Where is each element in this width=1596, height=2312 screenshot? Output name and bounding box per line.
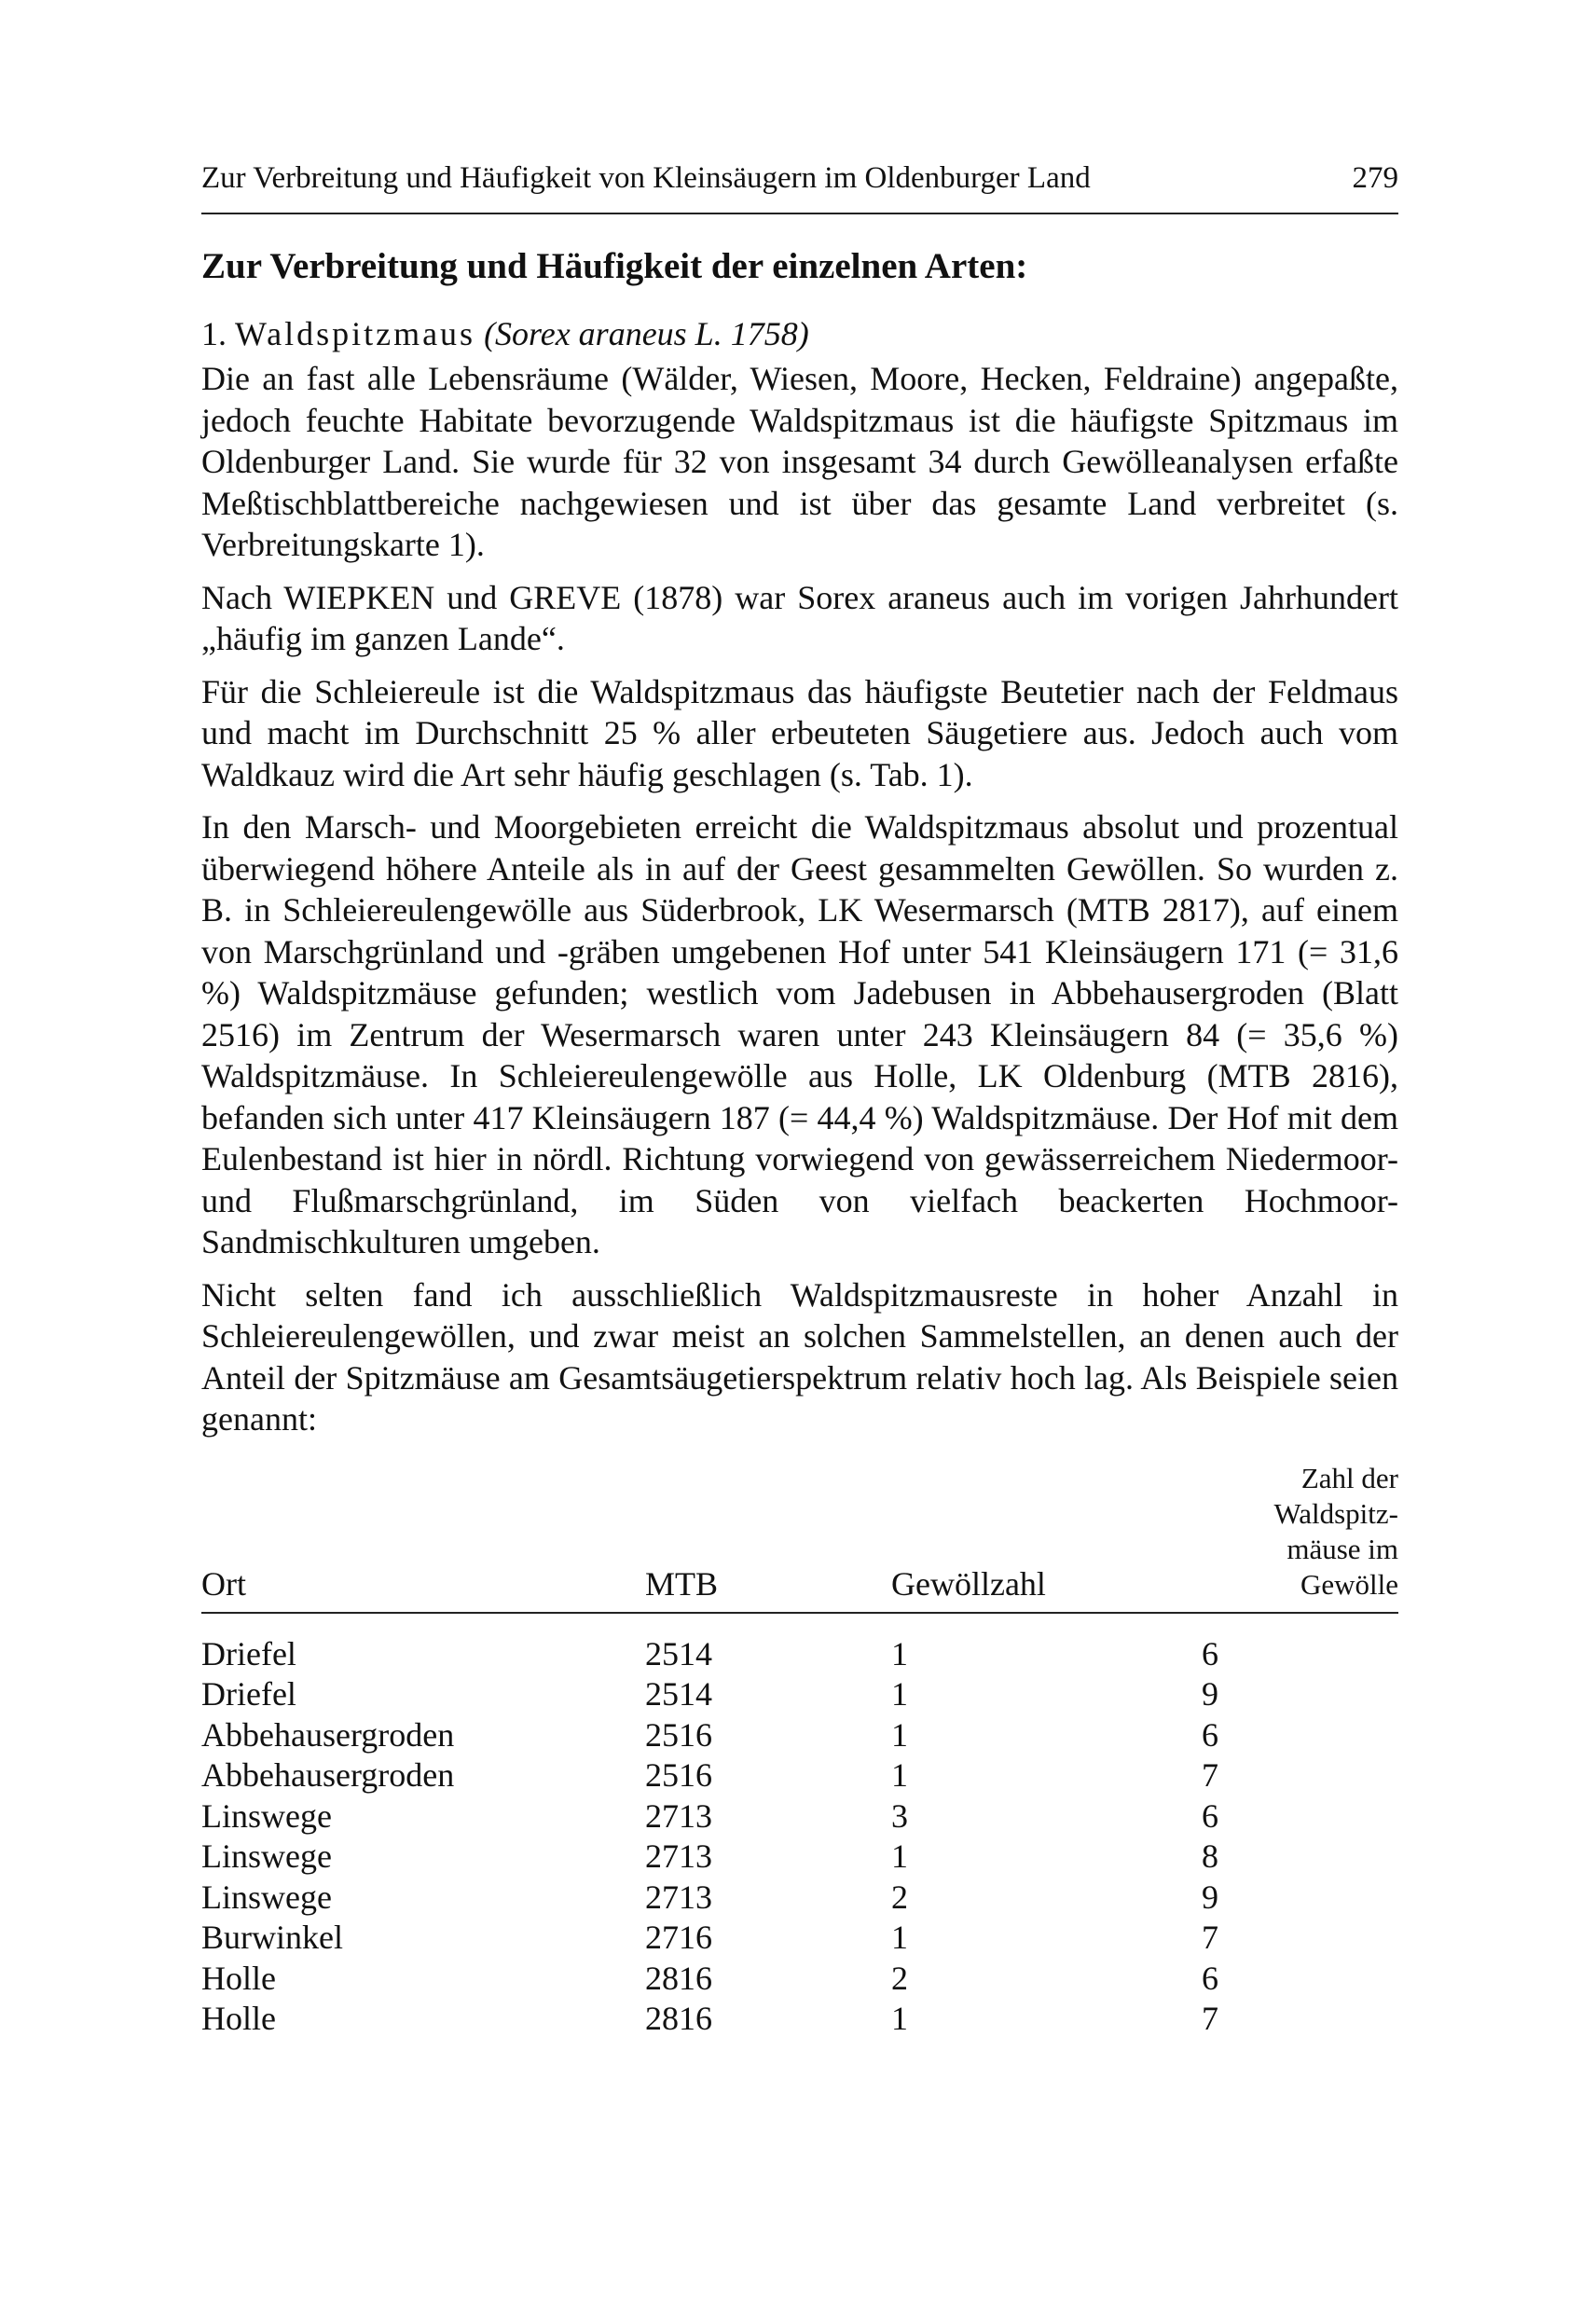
cell-mtb: 2816 xyxy=(645,2000,712,2037)
cell-gewoellzahl: 1 xyxy=(891,1837,908,1875)
cell-ort: Linswege xyxy=(201,1837,332,1875)
section-heading: Zur Verbreitung und Häufigkeit der einzelnen Arten: xyxy=(201,246,1028,286)
cell-mtb: 2514 xyxy=(645,1675,712,1713)
paragraph-prey: Für die Schleiereule ist die Waldspitzmaus das häufigste Beutetier nach der Feldmaus und macht im Durchschnitt 25 % aller erbeuteten Säugetiere aus. Jedoch auch vom Waldkauz wird die Art sehr häufig geschlagen (s. Tab. 1). xyxy=(201,672,1398,793)
cell-mtb: 2516 xyxy=(645,1756,712,1794)
cell-zahl: 6 xyxy=(1202,1959,1218,1997)
column-header-zahl-line2: mäuse im Gewölle xyxy=(1286,1532,1398,1601)
table-header xyxy=(201,1461,1398,1614)
column-header-ort: Ort xyxy=(201,1564,246,1603)
cell-gewoellzahl: 1 xyxy=(891,1756,908,1794)
cell-zahl: 6 xyxy=(1202,1715,1218,1754)
cell-zahl: 7 xyxy=(1202,2000,1218,2037)
data-table xyxy=(201,1461,1398,2040)
table-row xyxy=(201,1715,1398,1756)
cell-zahl: 9 xyxy=(1202,1878,1218,1916)
cell-ort: Driefel xyxy=(201,1675,296,1713)
cell-zahl: 8 xyxy=(1202,1837,1218,1875)
cell-gewoellzahl: 2 xyxy=(891,1878,908,1916)
cell-mtb: 2716 xyxy=(645,1919,712,1956)
column-header-gewoellzahl: Gewöllzahl xyxy=(891,1564,1046,1603)
cell-zahl: 7 xyxy=(1202,1919,1218,1956)
table-row xyxy=(201,1634,1398,1675)
page-number: 279 xyxy=(1352,161,1398,195)
cell-zahl: 6 xyxy=(1202,1634,1218,1672)
cell-gewoellzahl: 1 xyxy=(891,1715,908,1754)
cell-zahl: 9 xyxy=(1202,1675,1218,1713)
cell-ort: Linswege xyxy=(201,1878,332,1916)
cell-ort: Abbehausergroden xyxy=(201,1756,455,1794)
column-header-zahl xyxy=(1202,1461,1398,1603)
cell-mtb: 2713 xyxy=(645,1796,712,1835)
paragraph-habitat: Die an fast alle Lebensräume (Wälder, Wiesen, Moore, Hecken, Feldraine) angepaßte, jedoch feuchte Habitate bevorzugende Waldspitzmaus ist die häufigste Spitzmaus im Oldenburger Land. Sie wurde für 32 von insgesamt 34 durch Gewölleanalysen erfaßte Meßtischblattbereiche nachgewiesen und ist über das gesamte Land verbreitet (s. Verbreitungskarte 1). xyxy=(201,360,1398,563)
cell-ort: Linswege xyxy=(201,1796,332,1835)
cell-gewoellzahl: 1 xyxy=(891,1919,908,1956)
running-header xyxy=(201,158,1398,214)
cell-gewoellzahl: 1 xyxy=(891,1634,908,1672)
table-row xyxy=(201,1796,1398,1837)
table-row xyxy=(201,1959,1398,2000)
table-row xyxy=(201,1837,1398,1878)
cell-gewoellzahl: 2 xyxy=(891,1959,908,1997)
column-header-zahl-line1: Zahl der Waldspitz- xyxy=(1273,1461,1398,1530)
table-row xyxy=(201,1755,1398,1796)
cell-zahl: 7 xyxy=(1202,1756,1218,1794)
table-row xyxy=(201,1674,1398,1715)
cell-mtb: 2816 xyxy=(645,1959,712,1997)
column-header-mtb: MTB xyxy=(645,1564,719,1603)
table-row xyxy=(201,1999,1398,2040)
cell-ort: Holle xyxy=(201,1959,276,1997)
table-row xyxy=(201,1918,1398,1959)
table-row xyxy=(201,1878,1398,1919)
cell-mtb: 2713 xyxy=(645,1878,712,1916)
paragraph-historical: Nach WIEPKEN und GREVE (1878) war Sorex araneus auch im vorigen Jahrhundert „häufig im ganzen Lande“. xyxy=(201,578,1398,657)
running-title: Zur Verbreitung und Häufigkeit von Kleinsäugern im Oldenburger Land xyxy=(201,161,1091,195)
paragraph-regions: In den Marsch- und Moorgebieten erreicht die Waldspitzmaus absolut und prozentual überwiegend höhere Anteile als in auf der Geest gesammelten Gewöllen. So wurden z. B. in Schleiereulengewölle aus Süderbrook, LK Wesermarsch (MTB 2817), auf einem von Marschgrünland und -gräben umgebenen Hof unter 541 Kleinsäugern 171 (= 31,6 %) Waldspitzmäuse gefunden; westlich vom Jadebusen in Abbehausergroden (Blatt 2516) im Zentrum der Wesermarsch waren unter 243 Kleinsäugern 84 (= 35,6 %) Waldspitzmäuse. In Schleiereulengewölle aus Holle, LK Oldenburg (MTB 2816), befanden sich unter 417 Kleinsäugern 187 (= 44,4 %) Waldspitzmäuse. Der Hof mit dem Eulenbestand ist hier in nördl. Richtung vorwiegend von gewässerreichem Niedermoor- und Flußmarschgrünland, im Süden von vielfach beackerten Hochmoor-Sandmischkulturen umgeben. xyxy=(201,808,1398,1260)
cell-mtb: 2514 xyxy=(645,1634,712,1672)
cell-gewoellzahl: 1 xyxy=(891,2000,908,2037)
species-heading xyxy=(201,313,1398,354)
cell-ort: Abbehausergroden xyxy=(201,1715,455,1754)
cell-zahl: 6 xyxy=(1202,1796,1218,1835)
cell-ort: Burwinkel xyxy=(201,1919,343,1956)
document-page xyxy=(201,158,1398,2040)
cell-gewoellzahl: 3 xyxy=(891,1796,908,1835)
cell-mtb: 2713 xyxy=(645,1837,712,1875)
species-scientific-name: (Sorex araneus L. 1758) xyxy=(484,315,809,352)
cell-ort: Driefel xyxy=(201,1634,296,1672)
species-name: Waldspitzmaus xyxy=(235,315,476,352)
cell-gewoellzahl: 1 xyxy=(891,1675,908,1713)
species-number: 1. xyxy=(201,315,227,352)
cell-ort: Holle xyxy=(201,2000,276,2037)
cell-mtb: 2516 xyxy=(645,1715,712,1754)
paragraph-examples: Nicht selten fand ich ausschließlich Waldspitzmausreste in hoher Anzahl in Schleiereulengewöllen, und zwar meist an solchen Sammelstellen, an denen auch der Anteil der Spitzmäuse am Gesamtsäugetierspektrum relativ hoch lag. Als Beispiele seien genannt: xyxy=(201,1275,1398,1438)
